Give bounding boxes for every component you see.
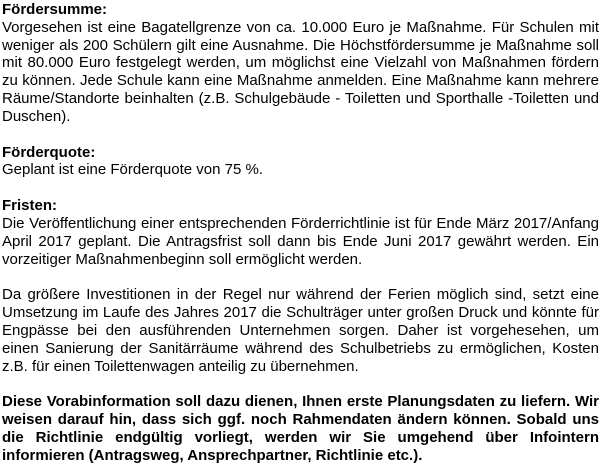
section-foerderquote xyxy=(2,144,599,180)
paragraph-notice: Diese Vorabinformation soll dazu dienen, Ihnen erste Planungsdaten zu liefern. Wir weisen darauf hin, dass sich ggf. noch Rahmendaten ändern können. Sobald uns die Richtlinie endgültig vorliegt, werden wir Sie umgehend über Infointern informieren (Antragsweg, Ansprechpartner, Richtlinie etc.). xyxy=(2,393,599,464)
spacer xyxy=(2,375,599,393)
section-foerdersumme xyxy=(2,1,599,126)
section-fristen xyxy=(2,197,599,268)
section-heading: Förderquote: xyxy=(2,143,96,161)
section-text: Die Veröffentlichung einer entsprechenden Förderrichtlinie ist für Ende März 2017/Anfang April 2017 geplant. Die Antragsfrist soll dann bis Ende Juni 2017 gewährt werden. Ein vorzeitiger Maßnahmenbeginn soll ermöglicht werden. xyxy=(2,214,599,268)
spacer xyxy=(2,126,599,144)
paragraph-investments: Da größere Investitionen in der Regel nur während der Ferien möglich sind, setzt eine Umsetzung im Laufe des Jahres 2017 die Schulträger unter großen Druck und könnte für Engpässe bei den ausführenden Unternehmen sorgen. Daher ist vorgehesehen, um einen Sanierung der Sanitärräume während des Schulbetriebs zu ermöglichen, Kosten z.B. für einen Toilettenwagen anteilig zu übernehmen. xyxy=(2,286,599,375)
spacer xyxy=(2,268,599,286)
section-text: Vorgesehen ist eine Bagatellgrenze von ca. 10.000 Euro je Maßnahme. Für Schulen mit weniger als 200 Schülern gilt eine Ausnahme. Die Höchstfördersumme je Maßnahme soll mit 80.000 Euro festgelegt werden, um möglichst eine Vielzahl von Maßnahmen fördern zu können. Jede Schule kann eine Maßnahme anmelden. Eine Maßnahme kann mehrere Räume/Standorte beinhalten (z.B. Schulgebäude - Toiletten und Sporthalle -Toiletten und Duschen). xyxy=(2,18,599,125)
section-text: Geplant ist eine Förderquote von 75 %. xyxy=(2,161,263,179)
spacer xyxy=(2,179,599,197)
section-heading: Fristen: xyxy=(2,197,58,215)
section-heading: Fördersumme: xyxy=(2,1,108,18)
